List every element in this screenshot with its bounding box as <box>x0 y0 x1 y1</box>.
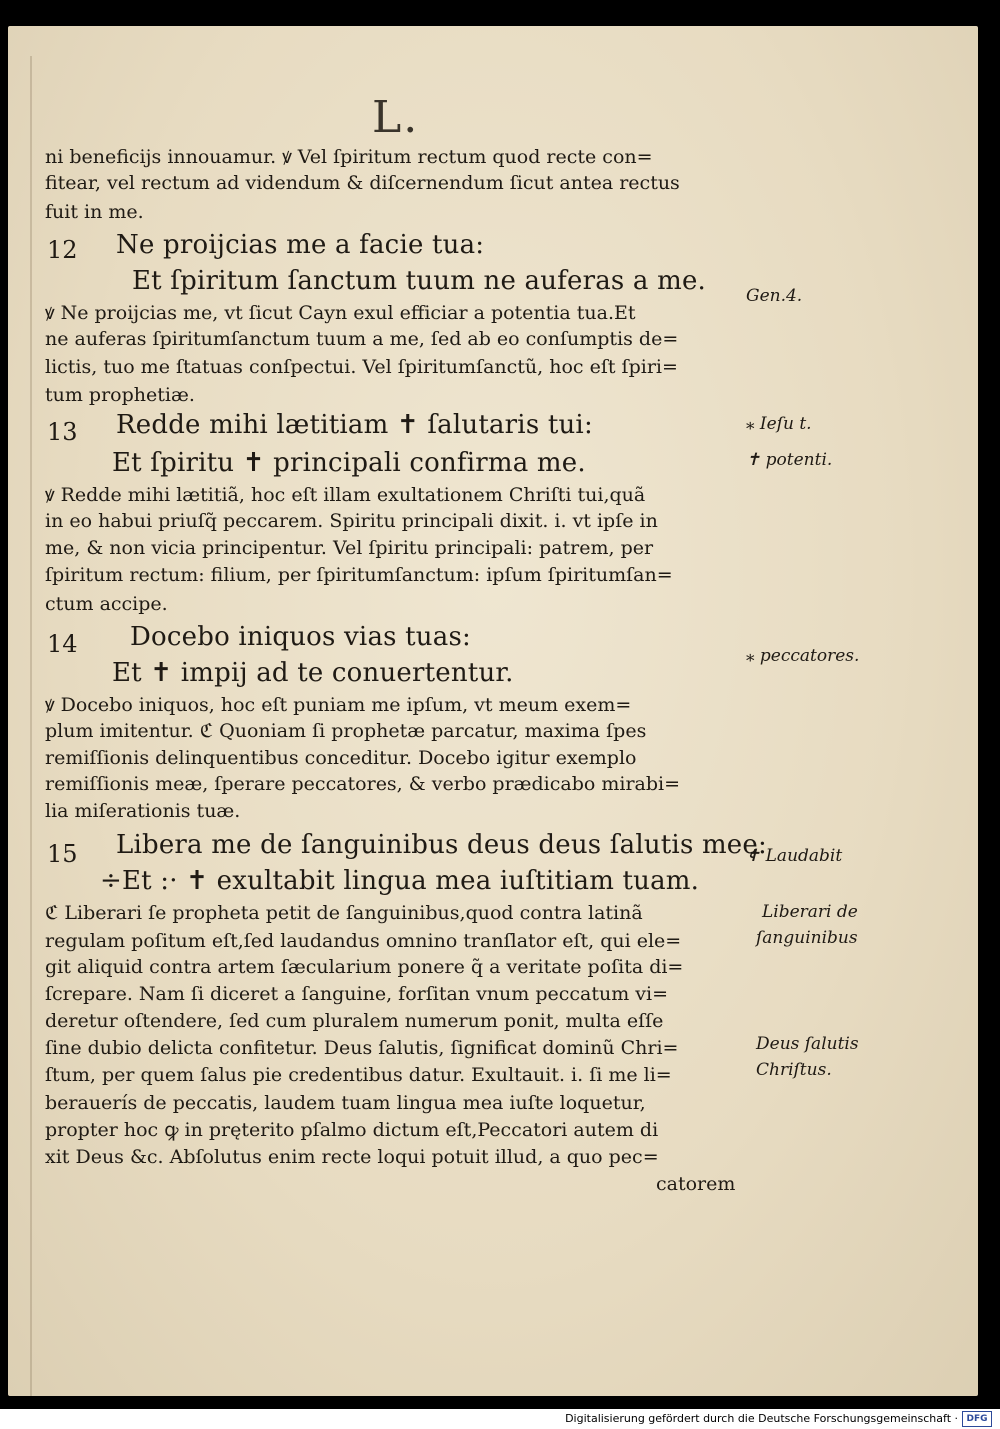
text-line: git aliquid contra artem ſæcularium ponere q̃ a veritate poſita di= <box>45 956 684 978</box>
verse-number: 12 <box>47 236 78 264</box>
text-line: ni beneficijs innouamur. ꝟ Vel ſpiritum rectum quod recte con= <box>45 146 653 168</box>
text-line: propter hoc ꝙ in pręterito pſalmo dictum eſt,Peccatori autem di <box>45 1119 659 1141</box>
text-line: ꝟ Ne proijcias me, vt ſicut Cayn exul efficiar a potentia tua.Et <box>45 302 636 324</box>
text-line: in eo habui priuſq̃ peccarem. Spiritu principali dixit. i. vt ipſe in <box>45 510 658 532</box>
text-line: xit Deus &c. Abſolutus enim recte loqui potuit illud, a quo pec= <box>45 1146 659 1168</box>
text-line: ſpiritum rectum: filium, per ſpiritumſanctum: ipſum ſpiritumſan= <box>45 564 673 586</box>
verse-number: 14 <box>47 630 78 658</box>
text-line: regulam poſitum eſt,ſed laudandus omnino tranſlator eſt, qui ele= <box>45 930 682 952</box>
text-line: tum prophetiæ. <box>45 384 195 406</box>
text-line: lia miſerationis tuæ. <box>45 800 241 822</box>
verse-number: 15 <box>47 840 78 868</box>
text-line: ſcrepare. Nam ſi diceret a ſanguine, forſitan vnum peccatum vi= <box>45 983 669 1005</box>
text-line: deretur oſtendere, ſed cum pluralem numerum ponit, multa eſſe <box>45 1010 664 1032</box>
margin-note: Liberari de <box>762 902 858 922</box>
verse-line: Ne proijcias me a facie tua: <box>116 230 485 260</box>
margin-note: Gen.4. <box>746 286 803 306</box>
funding-credit: Digitalisierung gefördert durch die Deutsche Forschungsgemeinschaft · <box>565 1412 958 1425</box>
text-line: plum imitentur. ℭ Quoniam ſi prophetæ parcatur, maxima ſpes <box>45 720 647 742</box>
text-line: remiſſionis delinquentibus conceditur. Docebo igitur exemplo <box>45 747 637 769</box>
text-line: fuit in me. <box>45 201 144 223</box>
footer-bar <box>0 1409 1000 1429</box>
margin-note: ✝ Laudabit <box>746 846 843 866</box>
text-line: ne auferas ſpiritumſanctum tuum a me, ſed ab eo conſumptis de= <box>45 328 679 350</box>
page-signature: L. <box>372 92 420 143</box>
verse-line: Et ſpiritum ſanctum tuum ne auferas a me. <box>132 266 706 296</box>
verse-number: 13 <box>47 418 78 446</box>
text-line: remiſſionis meæ, ſperare peccatores, & verbo prædicabo mirabi= <box>45 773 681 795</box>
verse-line: ÷Et :· ✝ exultabit lingua mea iuſtitiam tuam. <box>100 866 700 896</box>
verse-line: Et ſpiritu ✝ principali confirma me. <box>112 448 586 478</box>
text-line: lictis, tuo me ſtatuas conſpectui. Vel ſpiritumſanctũ, hoc eſt ſpiri= <box>45 356 678 378</box>
catchword: catorem <box>656 1173 736 1195</box>
margin-note: ſanguinibus <box>756 928 858 948</box>
text-line: fitear, vel rectum ad videndum & diſcernendum ſicut antea rectus <box>45 172 680 194</box>
text-line: berauerís de peccatis, laudem tuam lingua mea iuſte loquetur, <box>45 1092 646 1114</box>
text-line: ℭ Liberari ſe propheta petit de ſanguinibus,quod contra latinã <box>45 902 643 924</box>
dfg-logo[interactable]: DFG <box>962 1411 992 1427</box>
margin-note: Chriſtus. <box>756 1060 832 1080</box>
text-line: ſine dubio delicta confitetur. Deus ſalutis, ſignificat dominũ Chri= <box>45 1037 679 1059</box>
text-line: ꝟ Redde mihi lætitiã, hoc eſt illam exultationem Chriſti tui,quã <box>45 484 646 506</box>
margin-note: Deus ſalutis <box>756 1034 859 1054</box>
text-line: ctum accipe. <box>45 593 168 615</box>
verse-line: Libera me de ſanguinibus deus deus ſalutis meę: <box>116 830 767 860</box>
verse-line: Docebo iniquos vias tuas: <box>130 622 471 652</box>
margin-note: ✝ potenti. <box>746 450 833 470</box>
text-line: me, & non vicia principentur. Vel ſpiritu principali: patrem, per <box>45 537 654 559</box>
margin-note: ⁎ Ieſu t. <box>746 414 812 434</box>
margin-note: ⁎ peccatores. <box>746 646 860 666</box>
verse-line: Redde mihi lætitiam ✝ ſalutaris tui: <box>116 410 593 440</box>
text-line: ꝟ Docebo iniquos, hoc eſt puniam me ipſum, vt meum exem= <box>45 694 632 716</box>
text-line: ſtum, per quem ſalus pie credentibus datur. Exultauit. i. ſi me li= <box>45 1064 672 1086</box>
verse-line: Et ✝ impij ad te conuertentur. <box>112 658 514 688</box>
page-gutter <box>30 56 32 1396</box>
